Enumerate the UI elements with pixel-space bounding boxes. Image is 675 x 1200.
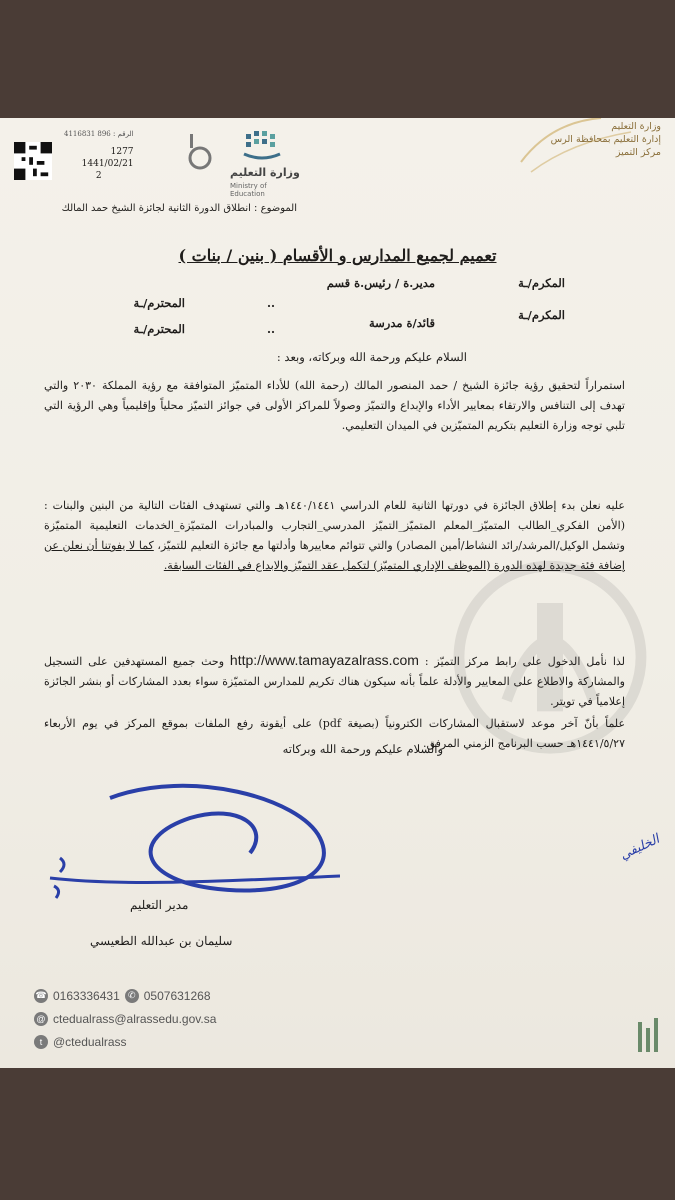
paragraph-deadline: علماً بأنّ آخر موعد لاستقبال المشاركات الكترونياً (بصيغة pdf) على أيقونة رفع الملفات بموقع المركز في يوم الأربعاء ١٤٤١/٥/٢٧هـ حسب البرنامج الزمني المرفق. bbox=[44, 717, 626, 750]
initials-text: الخليفي bbox=[617, 831, 662, 864]
issuer-header bbox=[511, 118, 661, 157]
issuer-line-3: مركز التميز bbox=[615, 147, 661, 158]
signatory-name: سليمان بن عبدالله الطعيسي bbox=[90, 934, 233, 948]
paragraph-launch bbox=[44, 496, 625, 576]
subject-line: الموضوع : انطلاق الدورة الثانية لجائزة الشيخ حمد المالك bbox=[61, 203, 297, 214]
reference-block bbox=[64, 128, 134, 182]
addressee-1-name: مدير.ة / رئيس.ة قسم bbox=[326, 276, 435, 290]
phone-row bbox=[34, 984, 216, 1007]
addressee-1-role: المكرم/ـة bbox=[518, 276, 565, 290]
document-page bbox=[0, 118, 675, 1068]
ref-top: 4116831 896 : الرقم bbox=[64, 130, 134, 138]
twitter-handle[interactable]: @ctedualrass bbox=[53, 1034, 127, 1049]
ministry-name-ar: وزارة التعليم bbox=[230, 166, 300, 179]
email-address[interactable]: ctedualrass@alrassedu.gov.sa bbox=[53, 1011, 217, 1026]
issuer-line-2: إدارة التعليم بمحافظة الرس bbox=[550, 134, 661, 145]
link-details: وحث جميع المستهدفين على التسجيل والمشاركة والاطلاع على المعايير والأدلة علماً بأنه سيكون هناك تكريم للمدارس المتميّزة سواء بعدد المشاركات أو بنشر الجائزة إعلامياً في تويتر. bbox=[44, 655, 625, 708]
issuer-line-1: وزارة التعليم bbox=[611, 121, 661, 132]
ref-date: 1441/02/21 bbox=[81, 159, 134, 169]
phone-1: 0163336431 bbox=[53, 988, 120, 1003]
link-intro: لذا نأمل الدخول على رابط مركز التميّز : bbox=[424, 655, 625, 668]
closing-salutation: والسلام عليكم ورحمة الله وبركاته bbox=[282, 742, 443, 756]
paragraph-vision: استمراراً لتحقيق رؤية جائزة الشيخ / حمد المنصور المالك (رحمة الله) للأداء المتميّز المتوافقة مع رؤية المملكة ٢٠٣٠ والتي تهدف إلى التنافس والارتقاء بمعايير الأداء والإبداع والتميّز وصولاً للمراكز الأولى في جوائز التميّز محلياً وإقليمياً وهي الرؤية التي تلبي توجه وزارة التعليم بتكريم المتميّزين في الميدان التعليمي. bbox=[44, 379, 625, 432]
new-category-note: كما لا يفوتنا أن نعلن عن إضافة فئة جديدة لهذه الدورة (الموظف الإداري المتميّز) لتكمل عقد التميّز والابداع في الفئات السابقة. bbox=[44, 539, 625, 572]
addressee-1-honor: المحترم/ـة bbox=[133, 296, 185, 310]
website-link[interactable]: http://www.tamayazalrass.com bbox=[229, 652, 419, 668]
launch-categories: عليه نعلن بدء إطلاق الجائزة في دورتها الثانية للعام الدراسي ١٤٤٠/١٤٤١هـ والتي تستهدف الفئات التالية من البنين والبنات : (الأمن الفكري_الطالب المتميّز_المعلم المتميّز_التميّز المدرسي_التجارب والمبادرات المتميّزة_الخدمات التعليمية المتميّزة وتشمل الوكيل/المرشد/رائد النشاط/أمين المصادر) والتي تتوائم معاييرها وأدلتها مع جائزة التعليم للتميّز، bbox=[44, 499, 625, 552]
vision-2030-icon bbox=[186, 130, 216, 174]
footer-badge-icon bbox=[634, 1012, 664, 1062]
title-main: تعميم لجميع المدارس و الأقسام bbox=[282, 246, 497, 265]
email-icon: @ bbox=[34, 1012, 48, 1026]
initials-signature bbox=[592, 828, 662, 888]
page-title bbox=[0, 246, 675, 265]
ref-attachments: 2 bbox=[95, 171, 102, 181]
addressee-1-dots: .. bbox=[266, 296, 275, 310]
signature-scribble-icon bbox=[40, 758, 340, 928]
mobile-icon: ✆ bbox=[125, 989, 139, 1003]
phone-2: 0507631268 bbox=[143, 988, 211, 1003]
twitter-icon: t bbox=[34, 1035, 48, 1049]
title-audience: ( بنين / بنات ) bbox=[178, 246, 278, 265]
addressee-2-honor: المحترم/ـة bbox=[133, 322, 185, 336]
paragraph-link bbox=[44, 650, 625, 712]
ref-number: 1277 bbox=[110, 147, 134, 157]
signatory-title: مدير التعليم bbox=[130, 898, 189, 912]
greeting: السلام عليكم ورحمة الله وبركاته، وبعد : bbox=[276, 350, 467, 364]
addressee-2-role: المكرم/ـة bbox=[518, 308, 565, 322]
ministry-emblem-icon bbox=[240, 128, 284, 168]
addressee-2-dots: .. bbox=[266, 322, 275, 336]
twitter-row bbox=[34, 1030, 216, 1053]
qr-code-icon bbox=[14, 142, 52, 180]
ministry-name-en: Ministry of Education bbox=[230, 182, 267, 198]
ministry-logo bbox=[190, 128, 300, 198]
phone-icon: ☎ bbox=[34, 989, 48, 1003]
addressee-2-name: قائد/ة مدرسة bbox=[368, 316, 435, 330]
email-row bbox=[34, 1007, 216, 1030]
contact-footer bbox=[34, 984, 216, 1053]
